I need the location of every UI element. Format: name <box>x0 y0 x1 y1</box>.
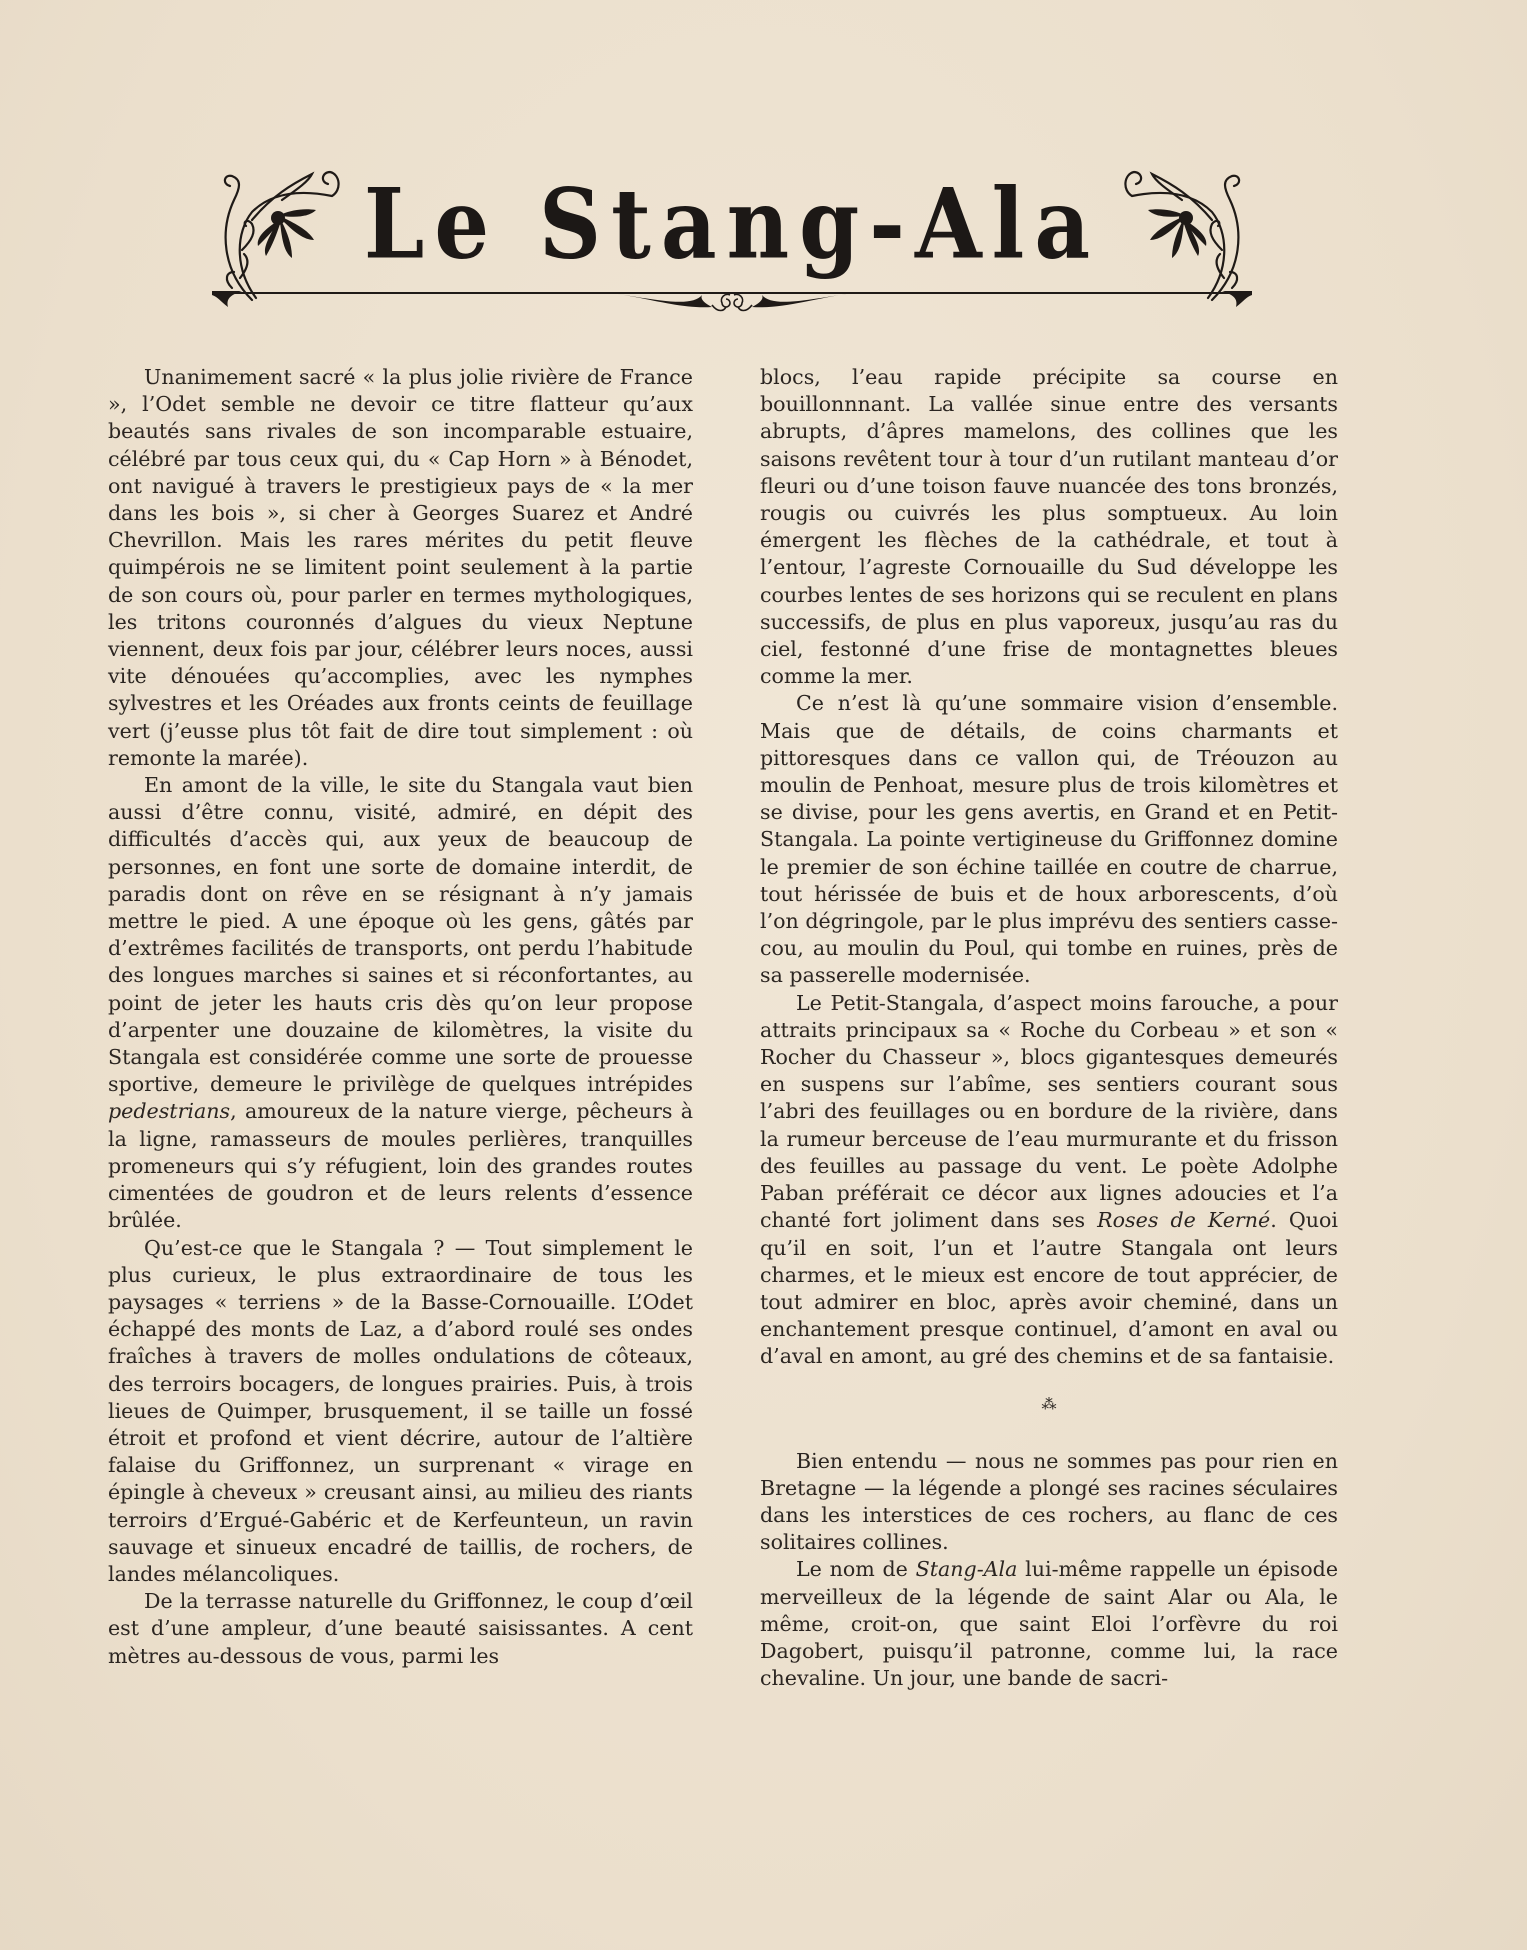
paragraph: Qu’est-ce que le Stangala ? — Tout simplement le plus curieux, le plus extraordinaire de tous les paysages « terriens » de la Basse-Cornouaille. L’Odet échappé des monts de Laz, a d’abord roulé ses ondes fraîches à travers de molles ondulations de côteaux, des terroirs bocagers, de longues prairies. Puis, à trois lieues de Quimper, brusquement, il se taille un fossé étroit et profond et vient décrire, autour de l’altière falaise du Griffonnez, un surprenant « virage en épingle à cheveux » creusant ainsi, au milieu des riants terroirs d’Ergué-Gabéric et de Kerfeunteun, un ravin sauvage et sinueux encadré de taillis, de rochers, de landes mélancoliques. <box>108 1235 693 1586</box>
asterism-separator: ⁂ <box>1041 1394 1057 1413</box>
right-column <box>760 364 1338 1692</box>
paragraph: De la terrasse naturelle du Griffonnez, le coup d’œil est d’une ampleur, d’une beauté saisissantes. A cent mètres au-dessous de vous, parmi les <box>108 1589 693 1668</box>
paragraph: Le Petit-Stangala, d’aspect moins farouche, a pour attraits principaux sa « Roche du Corbeau » et son « Rocher du Chasseur », blocs gigantesques demeurés en suspens sur l’abîme, ses sentiers courant sous l’abri des feuillages ou en bordure de la rivière, dans la rumeur berceuse de l’eau murmurante et du frisson des feuilles au passage du vent. Le poète Adolphe Paban préférait ce décor aux lignes adoucies et l’a chanté fort joliment dans ses Roses de Kerné. Quoi qu’il en soit, l’un et l’autre Stangala ont leurs charmes, et le mieux est encore de tout apprécier, de tout admirer en bloc, après avoir cheminé, dans un enchantement presque continuel, d’amont en aval ou d’aval en amont, au gré des chemins et de sa fantaisie. <box>760 990 1338 1369</box>
paragraph: En amont de la ville, le site du Stangala vaut bien aussi d’être connu, visité, admiré, en dépit des difficultés d’accès qui, aux yeux de beaucoup de personnes, en font une sorte de domaine interdit, de paradis dont on rêve en se résignant à n’y jamais mettre le pied. A une époque où les gens, gâtés par d’extrêmes facilités de transports, ont perdu l’habitude des longues marches si saines et si réconfortantes, au point de jeter les hauts cris dès qu’on leur propose d’arpenter une douzaine de kilomètres, la visite du Stangala est considérée comme une sorte de prouesse sportive, demeure le privilège de quelques intrépides pedestrians, amoureux de la nature vierge, pêcheurs à la ligne, ramasseurs de moules perlières, tranquilles promeneurs qui s’y réfugient, loin des grandes routes cimentées de goudron et de leurs relents d’essence brûlée. <box>108 773 693 1233</box>
paragraph: Ce n’est là qu’une sommaire vision d’ensemble. Mais que de détails, de coins charmants et pittoresques dans ce vallon qui, de Tréouzon au moulin de Penhoat, mesure plus de trois kilomètres et se divise, pour les gens avertis, en Grand et en Petit-Stangala. La pointe vertigineuse du Griffonnez domine le premier de son échine taillée en coutre de charrue, tout hérissée de buis et de houx arborescents, d’où l’on dégringole, par le plus imprévu des sentiers casse-cou, au moulin du Poul, qui tombe en ruines, près de sa passerelle modernisée. <box>760 691 1338 988</box>
paragraph: blocs, l’eau rapide précipite sa course en bouillonnnant. La vallée sinue entre des versants abrupts, d’âpres mamelons, des collines que les saisons revêtent tour à tour d’un rutilant manteau d’or fleuri ou d’une toison fauve nuancée des tons bronzés, rougis ou cuivrés les plus somptueux. Au loin émergent les flèches de la cathédrale, et tout à l’entour, l’agreste Cornouaille du Sud développe les courbes lentes de ses horizons qui se reculent en plans successifs, de plus en plus vaporeux, jusqu’au ras du ciel, festonné d’une frise de montagnettes bleues comme la mer. <box>760 365 1338 689</box>
left-column <box>108 364 693 1670</box>
title-header <box>212 160 1252 320</box>
decorative-rule-icon <box>212 285 1252 325</box>
paragraph: Le nom de Stang-Ala lui-même rappelle un épisode merveilleux de la légende de saint Alar ou Ala, le même, croit-on, que saint Eloi l’orfèvre du roi Dagobert, puisqu’il patronne, comme lui, la race chevaline. Un jour, une bande de sacri- <box>760 1557 1339 1691</box>
page-title: Le Stang-Ala <box>363 167 1101 282</box>
paragraph: Bien entendu — nous ne sommes pas pour rien en Bretagne — la légende a plongé ses racines séculaires dans les interstices de ces rochers, au flanc de ces solitaires collines. <box>760 1448 1338 1555</box>
paragraph: Unanimement sacré « la plus jolie rivière de France », l’Odet semble ne devoir ce titre flatteur qu’aux beautés sans rivales de son incomparable estuaire, célébré par tous ceux qui, du « Cap Horn » à Bénodet, ont navigué à travers le prestigieux pays de « la mer dans les bois », si cher à Georges Suarez et André Chevrillon. Mais les rares mérites du petit fleuve quimpérois ne se limitent point seulement à la partie de son cours où, pour parler en termes mythologiques, les tritons couronnés d’algues du vieux Neptune viennent, deux fois par jour, célébrer leurs noces, aussi vite dénouées qu’accomplies, avec les nymphes sylvestres et les Oréades aux fronts ceints de feuillage vert (j’eusse plus tôt fait de dire tout simplement : où remonte la marée). <box>108 365 693 770</box>
